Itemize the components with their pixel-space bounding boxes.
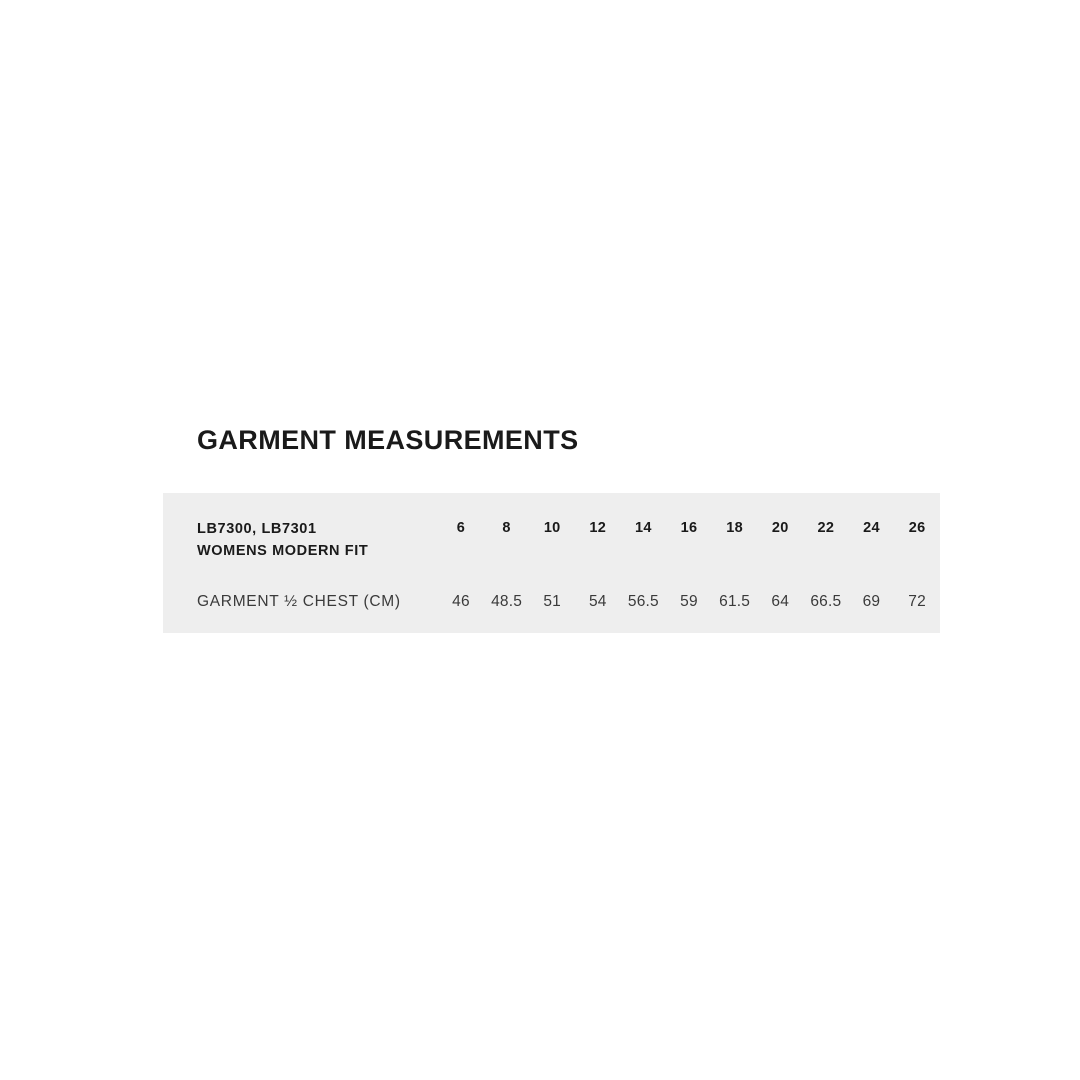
size-header-cell: 22 [817, 520, 835, 537]
measurement-value: 51 [543, 592, 561, 610]
size-header-cell: 10 [543, 520, 561, 537]
measurement-value: 61.5 [719, 592, 751, 610]
page-title: GARMENT MEASUREMENTS [197, 425, 579, 455]
measurement-value: 59 [680, 592, 698, 610]
measurement-label: GARMENT ½ CHEST (CM) [197, 592, 401, 610]
table-row [163, 563, 940, 611]
size-chart-panel [163, 493, 940, 633]
measurement-value: 48.5 [491, 592, 523, 610]
measurement-value: 69 [862, 592, 881, 610]
style-code-label [163, 519, 438, 563]
measurement-value: 72 [908, 592, 926, 610]
measurement-value: 66.5 [810, 592, 842, 610]
size-header-cell: 18 [726, 520, 743, 537]
measurement-value: 64 [771, 592, 790, 610]
table-header-row [163, 519, 940, 563]
size-header-cell: 20 [771, 520, 789, 537]
size-header-cell: 26 [908, 520, 926, 537]
fit-name: WOMENS MODERN FIT [197, 543, 369, 560]
measurement-value: 56.5 [627, 592, 659, 610]
style-codes: LB7300, LB7301 [197, 521, 317, 538]
size-header-cell: 24 [863, 520, 880, 537]
size-header-cell: 6 [456, 520, 466, 537]
measurement-value: 54 [588, 592, 607, 610]
size-header-cell: 14 [635, 520, 652, 537]
size-header-cell: 12 [589, 520, 607, 537]
measurement-value: 46 [452, 592, 470, 610]
size-header-cell: 8 [502, 520, 511, 537]
garment-measurements-section [163, 424, 940, 633]
size-header-cell: 16 [680, 520, 698, 537]
size-chart-table [163, 519, 940, 611]
